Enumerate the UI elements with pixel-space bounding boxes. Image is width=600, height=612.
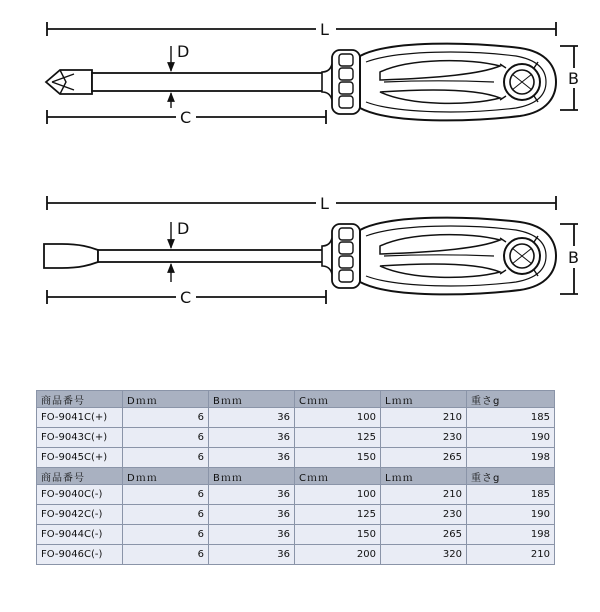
- table-cell: 125: [295, 428, 381, 448]
- table-cell: 36: [209, 448, 295, 468]
- header-cell: Cｍｍ: [295, 468, 381, 485]
- header-cell: Lｍｍ: [381, 391, 467, 408]
- phillips-label-b: B: [568, 69, 579, 88]
- table-cell: 6: [123, 545, 209, 565]
- table-cell: 190: [467, 428, 555, 448]
- flat-label-d: D: [177, 219, 190, 238]
- flat-label-b: B: [568, 248, 579, 267]
- header-cell: Bｍｍ: [209, 468, 295, 485]
- table-cell: 210: [381, 408, 467, 428]
- table-cell: 200: [295, 545, 381, 565]
- phillips-label-c: C: [180, 108, 192, 127]
- table-cell: 265: [381, 448, 467, 468]
- table-cell: 6: [123, 525, 209, 545]
- product-code: FO-9040C(-): [37, 485, 123, 505]
- header-cell: 商品番号: [37, 391, 123, 408]
- table-row: [37, 505, 555, 525]
- table-cell: 198: [467, 448, 555, 468]
- header-cell: Dｍｍ: [123, 391, 209, 408]
- table-cell: 36: [209, 545, 295, 565]
- table-row: [37, 428, 555, 448]
- phillips-label-l: L: [320, 20, 329, 39]
- table-row: [37, 525, 555, 545]
- header-cell: 重さg: [467, 468, 555, 485]
- header-cell: Dｍｍ: [123, 468, 209, 485]
- phillips-screwdriver: [46, 20, 579, 127]
- table-cell: 100: [295, 408, 381, 428]
- table-cell: 190: [467, 505, 555, 525]
- flat-screwdriver: [44, 194, 579, 307]
- table-row: [37, 448, 555, 468]
- table-cell: 125: [295, 505, 381, 525]
- table-cell: 6: [123, 505, 209, 525]
- table-cell: 36: [209, 525, 295, 545]
- product-code: FO-9044C(-): [37, 525, 123, 545]
- product-code: FO-9046C(-): [37, 545, 123, 565]
- header-cell: 商品番号: [37, 468, 123, 485]
- header-row: [37, 468, 555, 485]
- header-row: [37, 391, 555, 408]
- spec-table: [36, 390, 555, 565]
- table-cell: 210: [467, 545, 555, 565]
- flat-label-c: C: [180, 288, 192, 307]
- table-cell: 230: [381, 428, 467, 448]
- table-cell: 320: [381, 545, 467, 565]
- table-cell: 210: [381, 485, 467, 505]
- table-cell: 100: [295, 485, 381, 505]
- table-cell: 36: [209, 408, 295, 428]
- table-row: [37, 545, 555, 565]
- table-cell: 36: [209, 505, 295, 525]
- phillips-label-d: D: [177, 42, 190, 61]
- table-cell: 150: [295, 525, 381, 545]
- product-code: FO-9042C(-): [37, 505, 123, 525]
- product-code: FO-9045C(+): [37, 448, 123, 468]
- header-cell: Cｍｍ: [295, 391, 381, 408]
- product-code: FO-9041C(+): [37, 408, 123, 428]
- table-cell: 6: [123, 408, 209, 428]
- table-row: [37, 485, 555, 505]
- table-cell: 36: [209, 485, 295, 505]
- table-cell: 185: [467, 408, 555, 428]
- table-cell: 230: [381, 505, 467, 525]
- table-cell: 198: [467, 525, 555, 545]
- table-cell: 265: [381, 525, 467, 545]
- product-code: FO-9043C(+): [37, 428, 123, 448]
- table-cell: 6: [123, 448, 209, 468]
- table-cell: 6: [123, 428, 209, 448]
- header-cell: Lｍｍ: [381, 468, 467, 485]
- table-row: [37, 408, 555, 428]
- table-cell: 185: [467, 485, 555, 505]
- flat-label-l: L: [320, 194, 329, 213]
- table-cell: 36: [209, 428, 295, 448]
- table-cell: 6: [123, 485, 209, 505]
- table-cell: 150: [295, 448, 381, 468]
- header-cell: 重さg: [467, 391, 555, 408]
- header-cell: Bｍｍ: [209, 391, 295, 408]
